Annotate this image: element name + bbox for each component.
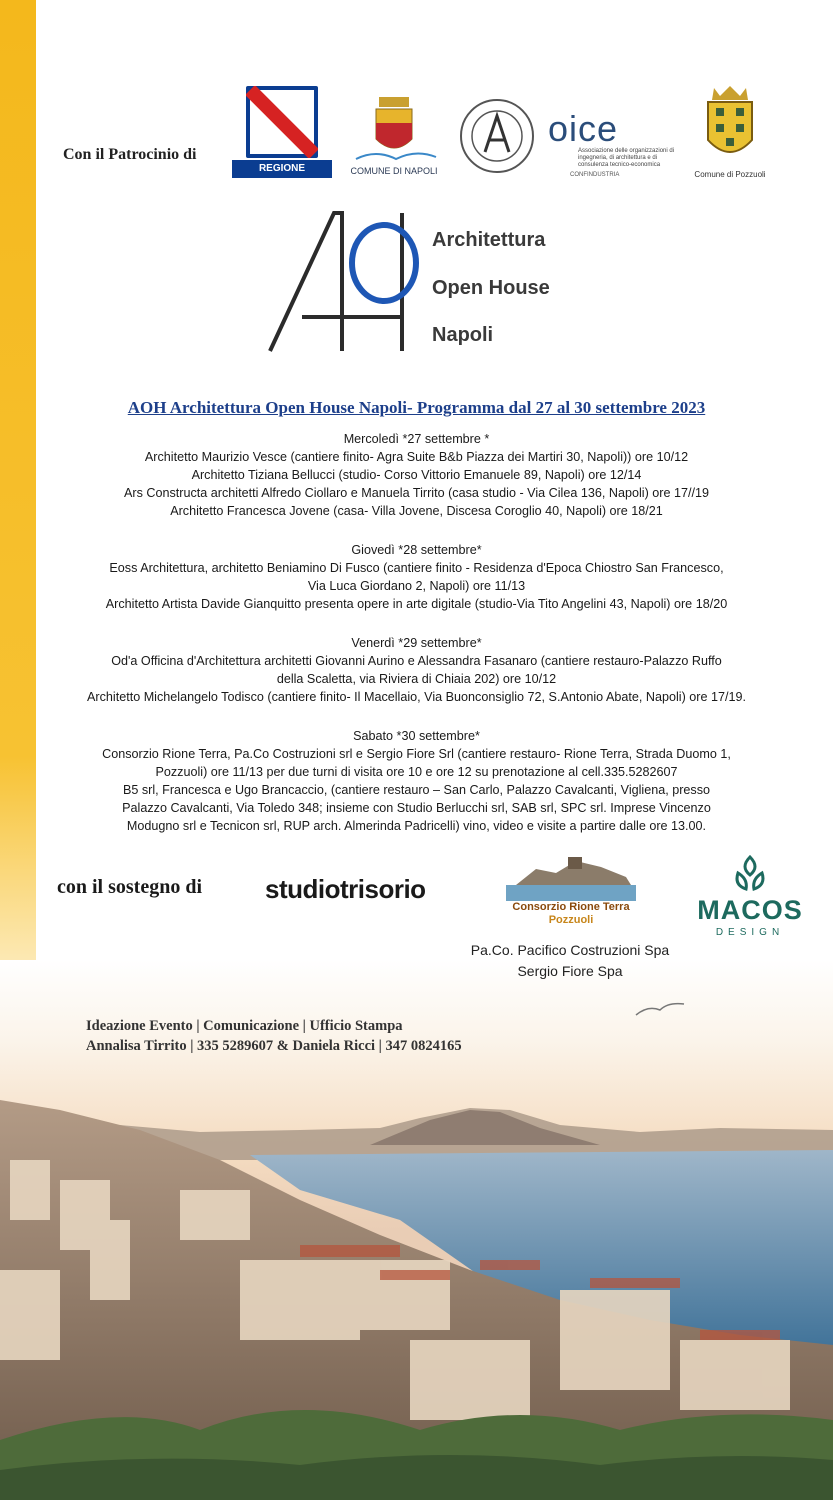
sponsor-sergio-fiore: Sergio Fiore Spa (517, 963, 623, 979)
sponsor-list (430, 940, 710, 982)
rione-terra-name: Consorzio Rione Terra (512, 901, 630, 913)
credits-contacts: Annalisa Tirrito | 335 5289607 & Daniela Ricci | 347 0824165 (86, 1038, 462, 1054)
napoli-shield-icon (346, 95, 442, 167)
sponsor-paco: Pa.Co. Pacifico Costruzioni Spa (470, 942, 670, 958)
day-heading: Sabato *30 settembre* (353, 729, 480, 743)
oice-logo (548, 108, 688, 184)
macos-wordmark: MACOS (697, 895, 803, 925)
day-block-wednesday (0, 430, 833, 520)
event-line: Consorzio Rione Terra, Pa.Co Costruzioni srl e Sergio Fiore Srl (cantiere restauro- Rione Terra, Strada Duomo 1, (102, 747, 731, 761)
event-line: Architetto Francesca Jovene (casa- Villa Jovene, Discesa Coroglio 40, Napoli) ore 18/21 (170, 504, 663, 518)
event-line: Architetto Maurizio Vesce (cantiere finito- Agra Suite B&b Piazza dei Martiri 30, Napoli)) ore 10/12 (144, 450, 689, 464)
day-heading: Mercoledì *27 settembre * (343, 432, 490, 446)
rione-terra-city: Pozzuoli (548, 914, 594, 926)
event-line: Via Luca Giordano 2, Napoli) ore 11/13 (307, 579, 526, 593)
event-line: Palazzo Cavalcanti, Via Toledo 348; insieme con Studio Berlucchi srl, SAB srl, SPC srl. Imprese Vincenzo (122, 801, 711, 815)
event-line: Modugno srl e Tecnicon srl, RUP arch. Almerinda Padricelli) vino, video e visite a partire dalle ore 13.00. (126, 819, 707, 833)
studiotrisorio-logo: studiotrisorio (265, 874, 426, 904)
regione-campania-emblem (246, 86, 318, 158)
day-block-saturday (0, 727, 833, 835)
credits-roles: Ideazione Evento | Comunicazione | Ufficio Stampa (86, 1018, 403, 1034)
event-line: Architetto Tiziana Bellucci (studio- Corso Vittorio Emanuele 89, Napoli) ore 12/14 (191, 468, 642, 482)
pozzuoli-crest-icon (694, 84, 766, 168)
brand-line-open-house: Open House (432, 277, 550, 299)
rione-terra-castle-icon (506, 855, 636, 901)
consorzio-rione-terra-logo (506, 855, 636, 930)
event-line: della Scaletta, via Riviera di Chiaia 202) ore 10/12 (276, 672, 557, 686)
oice-subtitle: Associazione delle organizzazioni di ingegneria, di architettura e di consulenza tecnico-economica (578, 148, 675, 168)
oice-wordmark: oice (548, 108, 619, 149)
event-line: Architetto Michelangelo Todisco (cantiere finito- Il Macellaio, Via Buonconsiglio 72, S.Antonio Abate, Napoli) ore 17/19. (87, 690, 746, 704)
comune-napoli-logo (346, 95, 442, 180)
day-block-friday (0, 634, 833, 706)
event-credits (86, 1016, 462, 1056)
macos-leaf-icon (690, 855, 810, 895)
oice-confindustria: CONFINDUSTRIA (570, 172, 620, 178)
event-line: B5 srl, Francesca e Ugo Brancaccio, (cantiere restauro – San Carlo, Palazzo Cavalcanti, Vigliena, presso (122, 783, 711, 797)
ordine-seal-icon (459, 98, 535, 174)
regione-campania-label: REGIONE CAMPANIA (232, 160, 332, 178)
comune-pozzuoli-logo (694, 84, 766, 180)
program-title-text: AOH Architettura Open House Napoli- Programma dal 27 al 30 settembre 2023 (127, 398, 706, 417)
comune-napoli-label: COMUNE DI NAPOLI (350, 166, 438, 176)
brand-line-architettura: Architettura (432, 229, 546, 251)
macos-design-logo (690, 855, 810, 945)
yellow-side-band (0, 0, 36, 1080)
comune-pozzuoli-label: Comune di Pozzuoli (694, 170, 766, 179)
event-line: Eoss Architettura, architetto Beniamino Di Fusco (cantiere finito - Residenza d'Epoca Chiostro San Francesco, (109, 561, 724, 575)
regione-campania-logo (232, 86, 332, 192)
program-title (0, 398, 833, 418)
day-block-thursday (0, 541, 833, 613)
event-line: Ars Constructa architetti Alfredo Ciollaro e Manuela Tirrito (casa studio - Via Cilea 136, Napoli) ore 17//19 (124, 486, 709, 500)
support-label: con il sostegno di (57, 876, 203, 898)
macos-subtitle: DESIGN (715, 927, 785, 938)
day-heading: Venerdì *29 settembre* (351, 636, 482, 650)
brand-line-napoli: Napoli (432, 324, 494, 346)
ordine-architetti-logo (459, 98, 535, 174)
day-heading: Giovedì *28 settembre* (351, 543, 482, 557)
event-line: Od'a Officina d'Architettura architetti Giovanni Aurino e Alessandra Fasanaro (cantiere restauro-Palazzo Ruffo (111, 654, 722, 668)
event-line: Pozzuoli) ore 11/13 per due turni di visita ore 10 e ore 12 su prenotazione al cell.335.5282607 (155, 765, 678, 779)
patronage-label: Con il Patrocinio di (63, 146, 197, 163)
event-line: Architetto Artista Davide Gianquitto presenta opere in arte digitale (studio-Via Tito Angelini 43, Napoli) ore 18/20 (105, 597, 728, 611)
